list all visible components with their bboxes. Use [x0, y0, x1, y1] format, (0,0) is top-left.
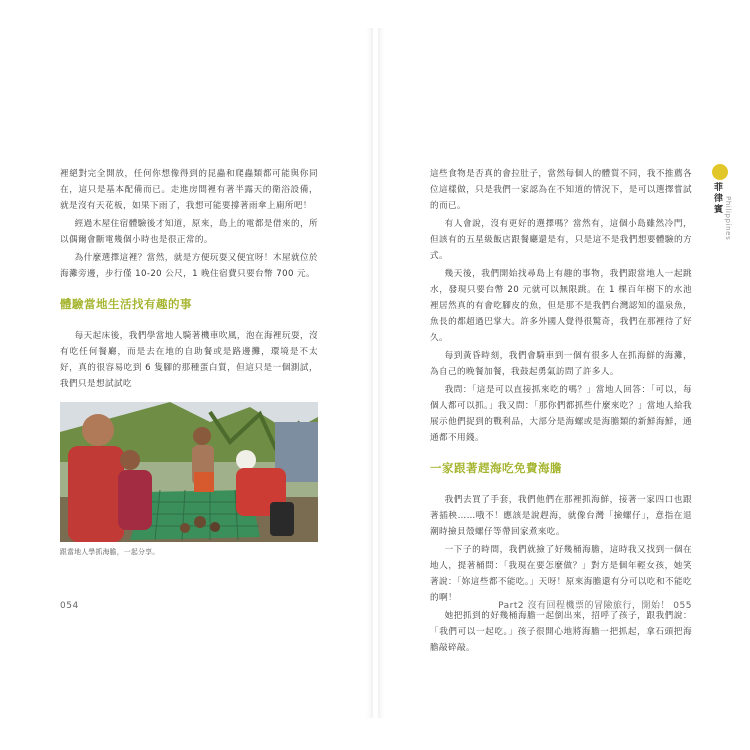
left-page: [12, 28, 373, 718]
paragraph: 每到黃昏時刻，我們會騎車到一個有很多人在抓海鮮的海灘，為自己的晚餐加餐，我鼓起勇氣訪問了許多人。: [430, 351, 692, 377]
right-page: [378, 28, 738, 718]
paragraph: 有人會說，沒有更好的選擇嗎？當然有，這個小島雖然冷門，但該有的五星級飯店跟餐廳還是有，只是這不是我們想要體驗的方式。: [430, 219, 692, 261]
left-text-column: [60, 166, 318, 556]
photo-caption: 跟當地人學抓海膽，一起分享。: [60, 548, 160, 556]
right-text-column: [430, 166, 692, 658]
paragraph: 幾天後，我們開始找尋島上有趣的事物，我們跟當地人一起跳水，發現只要台幣 20 元就可以無限跳。在 1 棵百年樹下的水池裡居然真的有會吃腳皮的魚，但是那不是我們台灣認知的溫泉魚，魚長的都超過巴掌大。許多外國人覺得很驚奇，我們在那裡待了好久。: [430, 269, 692, 343]
side-tab-label-en: Philippines: [724, 196, 732, 241]
paragraph: 裡絕對完全開放，任何你想像得到的昆蟲和爬蟲類都可能與你同在，這只是基本配備而已。走進房間裡有著半露天的衛浴設備，就是沒有天花板，如果下雨了，我想可能要撐著雨傘上廁所吧！: [60, 169, 318, 211]
photo-sea-urchin: [60, 402, 318, 542]
page-footer: Part2 沒有回程機票的冒險旅行，開始！ 055: [498, 601, 692, 611]
paragraph: 經過木屋住宿體驗後才知道，原來，島上的電都是借來的，所以偶爾會斷電幾個小時也是很正常的。: [60, 219, 318, 245]
paragraph: 我問：「這是可以直接抓來吃的嗎？」當地人回答：「可以，每個人都可以抓。」我又問：「那你們都抓些什麼來吃？」當地人給我展示他們捉到的戰利品，大部分是海螺或是海膽類的新鮮海鮮，通通都不用錢。: [430, 385, 692, 443]
paragraph: 我們去買了手套，我們他們在那裡抓海鮮，接著一家四口也跟著插秧……哦不！應該是說趕海，就像台灣「撿螺仔」，意指在退潮時撿貝殼螺仔等帶回家煮來吃。: [430, 495, 692, 537]
paragraph: 一下子的時間，我們就撿了好幾桶海膽，這時我又找到一個在地人，提著桶問：「我現在要怎麼做？」對方是個年輕女孩，她笑著說：「妳這些都不能吃。」天呀！原來海膽還有分可以吃和不能吃的啊！: [430, 545, 692, 603]
section-title: 一家跟著趕海吃免費海膽: [430, 461, 562, 475]
chapter-side-tab: [710, 164, 734, 241]
paragraph: 為什麼選擇這裡？當然，就是方便玩耍又便宜呀！木屋就位於海灘旁邊，步行僅 10-20 公尺，1 晚住宿費只要台幣 700 元。: [60, 253, 318, 279]
paragraph: 這些食物是否真的會拉肚子，當然每個人的體質不同，我不推薦各位這樣做，只是我們一家認為在不知道的情況下，是可以選擇嘗試的而已。: [430, 169, 692, 211]
page-number: 054: [60, 601, 79, 611]
paragraph: 她把抓到的好幾桶海膽一起倒出來，招呼了孩子，跟我們說：「我們可以一起吃。」孩子很開心地將海膽一把抓起，拿石頭把海膽敲碎敲。: [430, 611, 692, 653]
circle-icon: [712, 164, 728, 180]
photo-illustration: [60, 402, 318, 542]
side-tab-label: 菲律賓: [714, 183, 724, 215]
paragraph: 每天起床後，我們學當地人騎著機車吹風，泡在海裡玩耍，沒有吃任何餐廳，而是去在地的自助餐或是路邊攤，環境是不太好，真的很容易吃到 6 隻腳的那種蛋白質，但這只是一個測試，我們只是想試試吃: [60, 331, 318, 389]
section-title: 體驗當地生活找有趣的事: [60, 297, 192, 311]
